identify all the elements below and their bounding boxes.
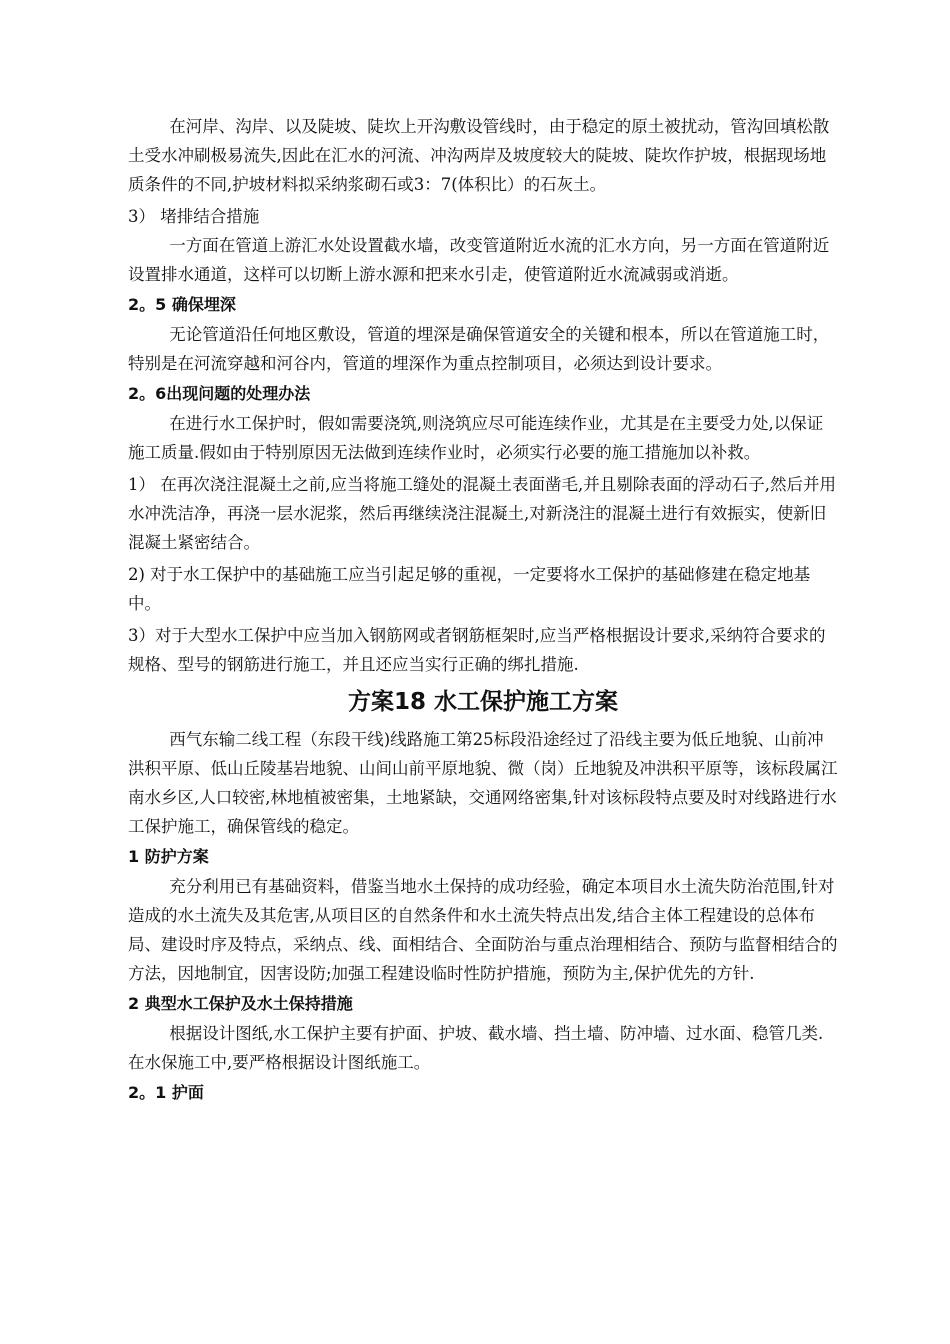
list-item-2-foundation: 2) 对于水工保护中的基础施工应当引起足够的重视，一定要将水工保护的基础修建在稳定地基中。	[128, 565, 811, 613]
paragraph-continuous-pouring: 在进行水工保护时，假如需要浇筑,则浇筑应尽可能连续作业，尤其是在主要受力处,以保证施工质量.假如由于特别原因无法做到连续作业时，必须实行必要的施工措施加以补救。	[128, 414, 824, 462]
section-heading-2-6: 2。6出现问题的处理办法	[128, 384, 311, 403]
paragraph-slope-protection: 在河岸、沟岸、以及陡坡、陡坎上开沟敷设管线时，由于稳定的原土被扰动，管沟回填松散土受水冲刷极易流失,因此在汇水的河流、冲沟两岸及坡度较大的陡坡、陡坎作护坡，根据现场地质条件的不同,护坡材料拟采纳浆砌石或3：7(体积比）的石灰土。	[128, 117, 830, 194]
paragraph-design-drawings: 根据设计图纸,水工保护主要有护面、护坡、截水墙、挡土墙、防冲墙、过水面、稳管几类.在水保施工中,要严格根据设计图纸施工。	[128, 1024, 824, 1072]
document-title: 方案18 水工保护施工方案	[347, 689, 618, 715]
list-item-3-rebar: 3）对于大型水工保护中应当加入钢筋网或者钢筋框架时,应当严格根据设计要求,采纳符合要求的规格、型号的钢筋进行施工，并且还应当实行正确的绑扎措施.	[128, 626, 826, 674]
list-item-3-block-drain: 3） 堵排结合措施	[128, 207, 260, 226]
section-heading-2-1: 2。1 护面	[128, 1083, 204, 1102]
section-heading-1: 1 防护方案	[128, 847, 209, 866]
paragraph-protection-plan: 充分利用已有基础资料，借鉴当地水土保持的成功经验，确定本项目水土流失防治范围,针对造成的水土流失及其危害,从项目区的自然条件和水土流失特点出发,结合主体工程建设的总体布局、建设时序及特点，采纳点、线、面相结合、全面防治与重点治理相结合、预防与监督相结合的方法，因地制宜，因害设防;加强工程建设临时性防护措施，预防为主,保护优先的方针.	[128, 877, 838, 983]
list-item-1-construction-joint: 1） 在再次浇注混凝土之前,应当将施工缝处的混凝土表面凿毛,并且剔除表面的浮动石子,然后并用水冲洗洁净，再浇一层水泥浆，然后再继续浇注混凝土,对新浇注的混凝土进行有效振实，使新旧混凝土紧密结合。	[128, 475, 836, 552]
paragraph-project-overview: 西气东输二线工程（东段干线)线路施工第25标段沿途经过了沿线主要为低丘地貌、山前冲洪积平原、低山丘陵基岩地貌、山间山前平原地貌、微（岗）丘地貌及冲洪积平原等，该标段属江南水乡区,人口较密,林地植被密集，土地紧缺，交通网络密集,针对该标段特点要及时对线路进行水工保护施工，确保管线的稳定。	[128, 730, 838, 836]
paragraph-burial-depth: 无论管道沿任何地区敷设，管道的埋深是确保管道安全的关键和根本，所以在管道施工时，特别是在河流穿越和河谷内，管道的埋深作为重点控制项目，必须达到设计要求。	[128, 325, 830, 373]
section-heading-2-5: 2。5 确保埋深	[128, 295, 236, 314]
section-heading-2: 2 典型水工保护及水土保持措施	[128, 994, 353, 1013]
paragraph-cutoff-wall: 一方面在管道上游汇水处设置截水墙，改变管道附近水流的汇水方向，另一方面在管道附近设置排水通道，这样可以切断上游水源和把来水引走，使管道附近水流减弱或消逝。	[128, 236, 830, 284]
document-page	[128, 112, 838, 1108]
